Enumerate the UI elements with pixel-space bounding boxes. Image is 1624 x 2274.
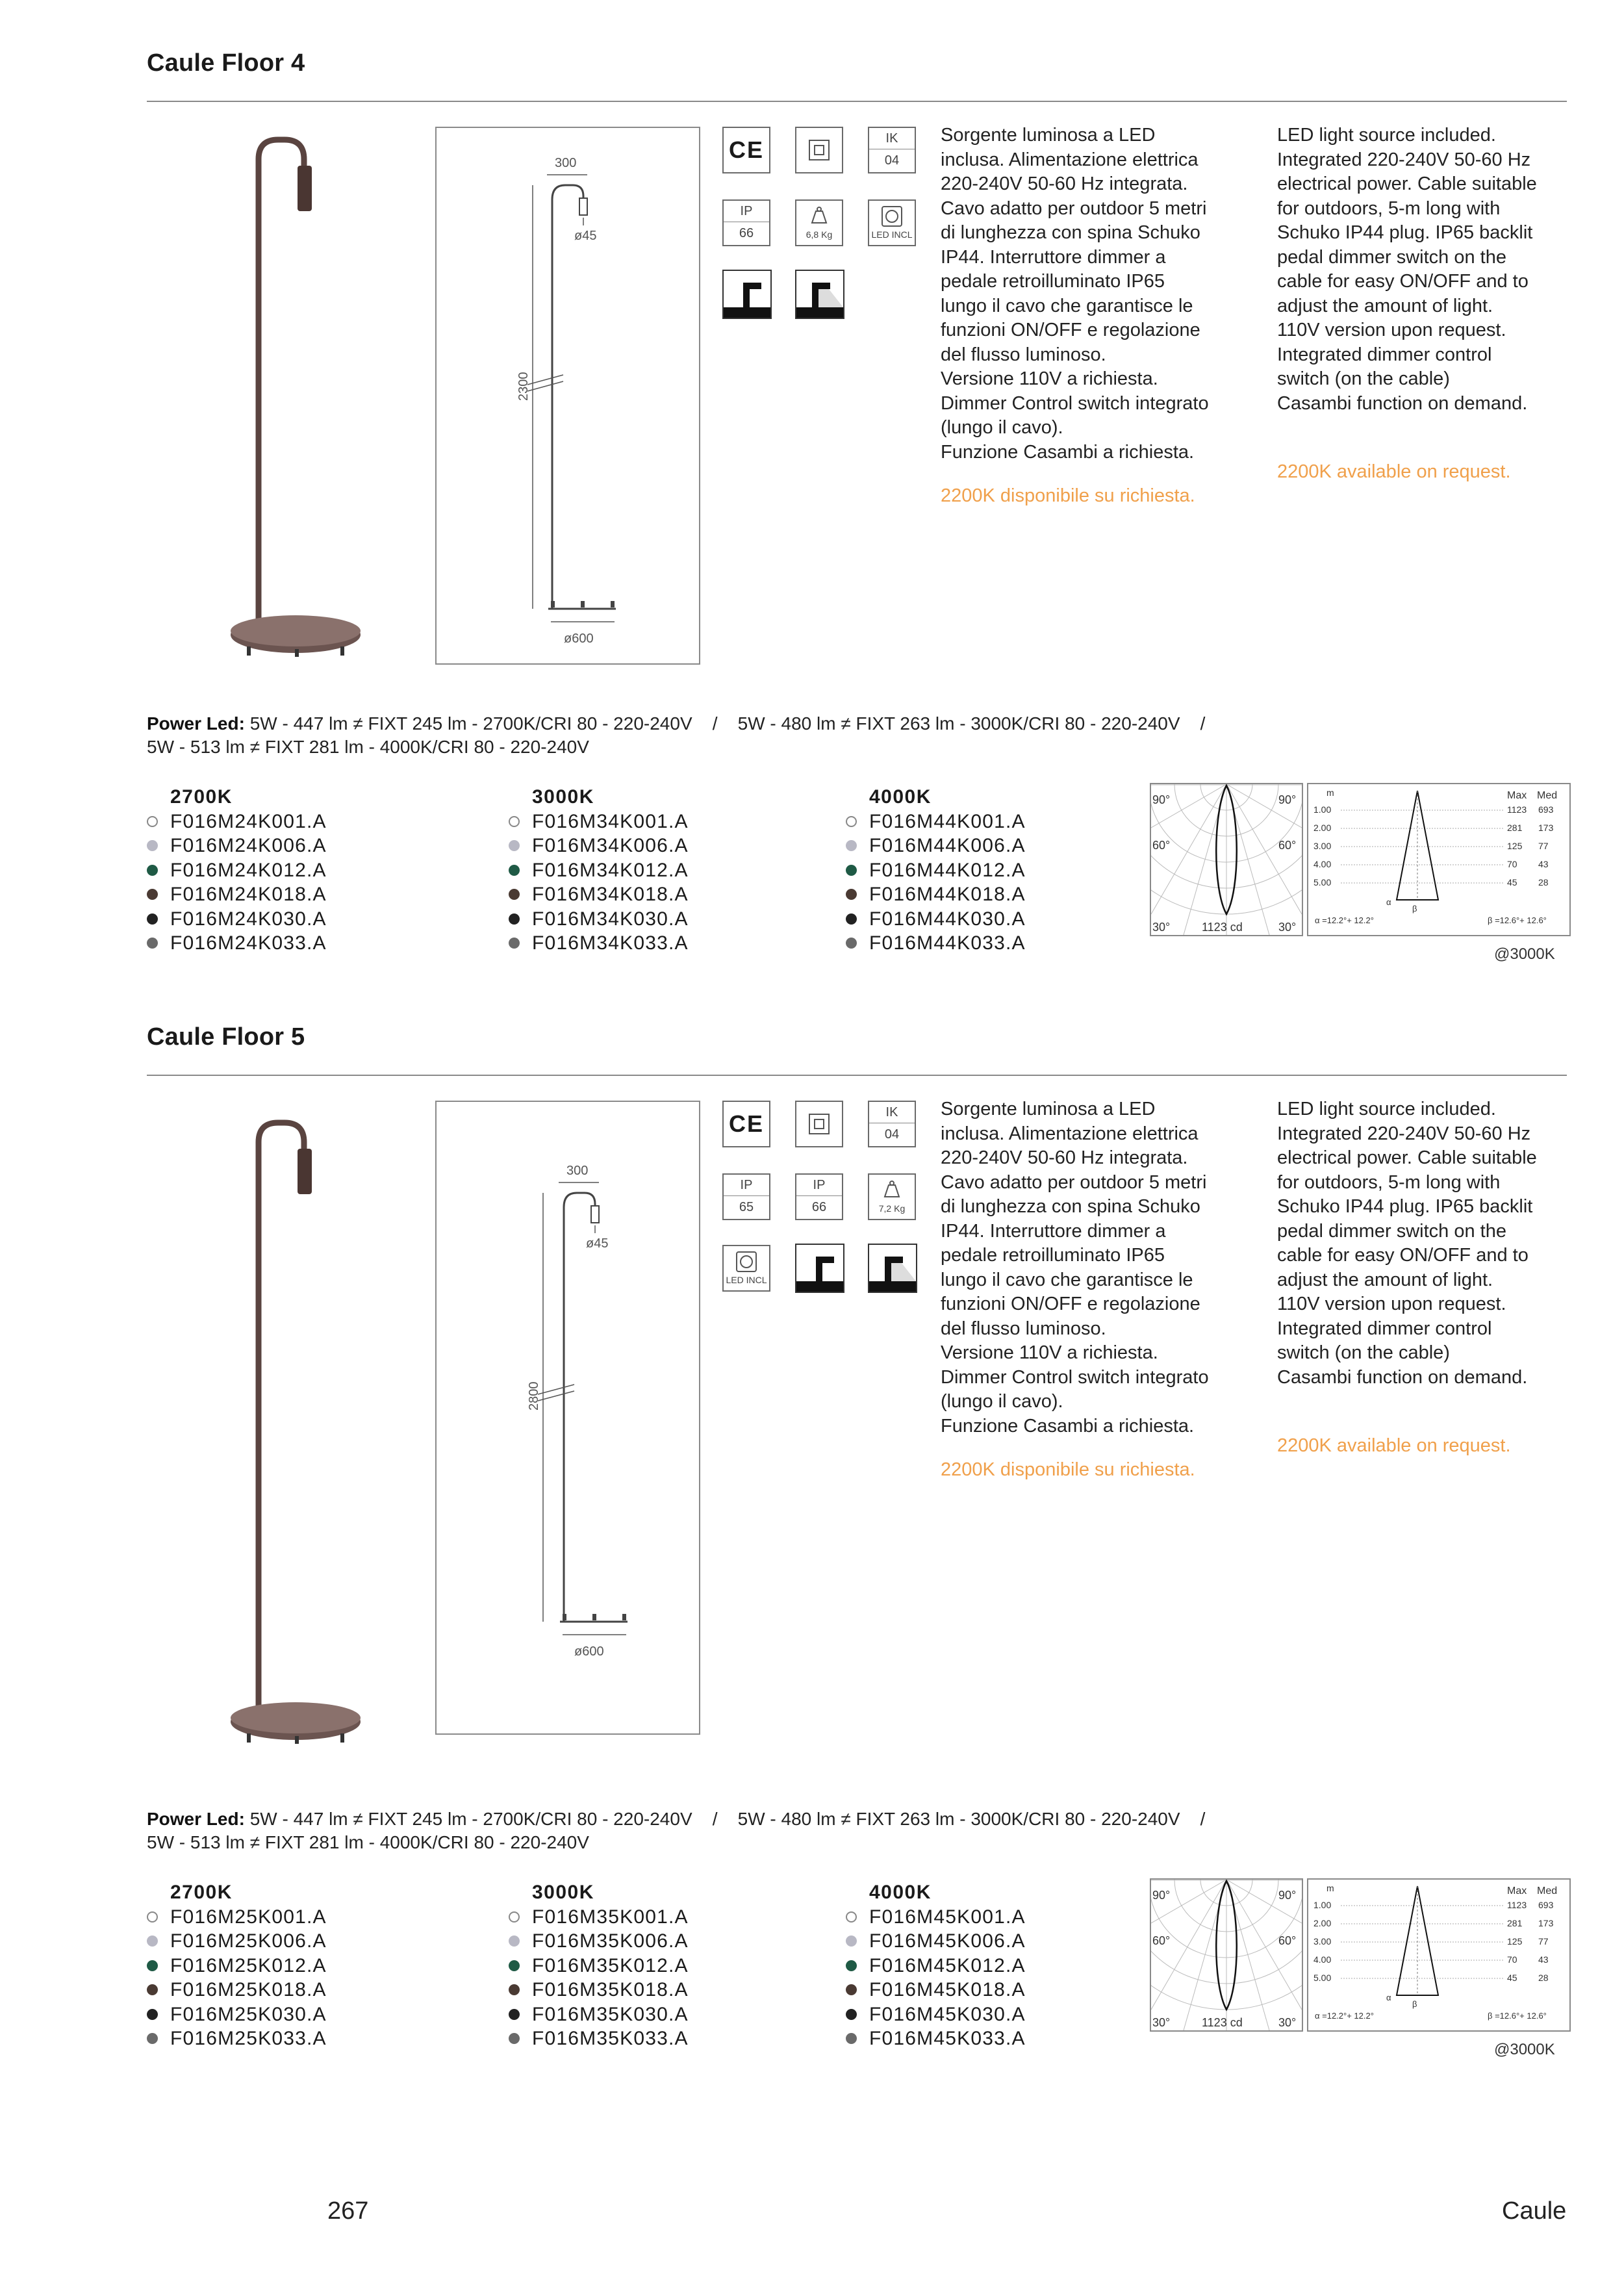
svg-text:5.00: 5.00 <box>1313 877 1332 888</box>
svg-text:Med: Med <box>1537 790 1558 801</box>
code-row: F016M35K018.A <box>509 1978 689 2002</box>
polar-light-distribution-chart <box>1151 1880 1302 2030</box>
ip-rating-icon: IP 66 <box>795 1173 843 1220</box>
svg-text:77: 77 <box>1538 1936 1549 1947</box>
label-30-left: 30° <box>1152 2016 1171 2029</box>
code-row: F016M44K030.A <box>846 907 1026 932</box>
class-ii-insulation-icon <box>795 1101 843 1147</box>
code-row: F016M44K001.A <box>846 810 1026 834</box>
svg-text:125: 125 <box>1507 1936 1523 1947</box>
label-90-right: 90° <box>1278 1889 1297 1902</box>
description-italian: Sorgente luminosa a LED inclusa. Alimentazione elettrica 220-240V 50-60 Hz integrata. Cavo adatto per outdoor 5 metri di lunghezza con spina Schuko IP44. Interruttore dimmer a pedale retroilluminato IP65 lungo il cavo che garantisce le funzioni ON/OFF e regolazione del flusso luminoso. Versione 110V a richiesta. Dimmer Control switch integrato (lungo il cavo). Funzione Casambi a richiesta. 2200K disponibile su richiesta. <box>941 123 1252 509</box>
svg-text:43: 43 <box>1538 1954 1549 1965</box>
code-row: F016M24K018.A <box>147 882 327 907</box>
svg-text:45: 45 <box>1507 1973 1517 1983</box>
height-dimension: 2800 <box>527 1381 541 1411</box>
label-60-right: 60° <box>1278 1934 1297 1947</box>
code-row: F016M25K030.A <box>147 2002 327 2027</box>
outdoor-mount-icon <box>795 270 844 319</box>
lamp-photo <box>221 133 377 666</box>
code-row: F016M45K001.A <box>846 1905 1026 1930</box>
svg-text:693: 693 <box>1538 804 1554 815</box>
code-row: F016M34K001.A <box>509 810 689 834</box>
codes-2700k <box>147 1880 327 2051</box>
description-italian: Sorgente luminosa a LED inclusa. Alimentazione elettrica 220-240V 50-60 Hz integrata. Cavo adatto per outdoor 5 metri di lunghezza con spina Schuko IP44. Interruttore dimmer a pedale retroilluminato IP65 lungo il cavo che garantisce le funzioni ON/OFF e regolazione del flusso luminoso. Versione 110V a richiesta. Dimmer Control switch integrato (lungo il cavo). Funzione Casambi a richiesta. 2200K disponibile su richiesta. <box>941 1097 1252 1483</box>
availability-note-italian: 2200K disponibile su richiesta. <box>941 1459 1195 1480</box>
technical-drawing <box>437 128 699 663</box>
cone-diagram-box <box>1307 1878 1571 2032</box>
ik-rating-icon: IK 04 <box>868 1101 916 1147</box>
technical-drawing-box <box>435 1101 700 1735</box>
ik-rating-icon: IK 04 <box>868 127 916 173</box>
svg-text:Max: Max <box>1507 1885 1527 1897</box>
svg-text:28: 28 <box>1538 1973 1549 1983</box>
power-specs: Power Led: 5W - 447 lm ≠ FIXT 245 lm - 2700K/CRI 80 - 220-240V / 5W - 480 lm ≠ FIXT 263 lm - 3000K/CRI 80 - 220-240V / 5W - 513 lm ≠ FIXT 281 lm - 4000K/CRI 80 - 220-240V <box>147 713 1206 757</box>
column-heading: 2700K <box>170 1882 233 1903</box>
code-row: F016M45K012.A <box>846 1954 1026 1978</box>
code-row: F016M45K030.A <box>846 2002 1026 2027</box>
svg-text:α: α <box>1386 1993 1391 2002</box>
polar-light-distribution-chart <box>1151 784 1302 935</box>
svg-text:77: 77 <box>1538 841 1549 851</box>
code-row: F016M24K001.A <box>147 810 327 834</box>
column-heading: 2700K <box>170 786 233 808</box>
label-30-left: 30° <box>1152 921 1171 934</box>
availability-note-english: 2200K available on request. <box>1277 1435 1511 1456</box>
section-title: Caule Floor 5 <box>147 1023 305 1051</box>
ip-rating-icon: IP 65 <box>722 1173 770 1220</box>
floor-mount-icon <box>722 270 772 319</box>
head-diameter-dimension: ø45 <box>574 229 597 243</box>
code-row: F016M24K033.A <box>147 931 327 956</box>
codes-2700k <box>147 785 327 956</box>
svg-text:70: 70 <box>1507 859 1517 869</box>
availability-note-english: 2200K available on request. <box>1277 461 1511 482</box>
column-heading: 3000K <box>532 1882 594 1903</box>
svg-text:1.00: 1.00 <box>1313 1900 1332 1910</box>
code-row: F016M35K030.A <box>509 2002 689 2027</box>
code-row: F016M35K012.A <box>509 1954 689 1978</box>
alpha-angle-label: α =12.2°+ 12.2° <box>1315 915 1374 925</box>
svg-text:43: 43 <box>1538 859 1549 869</box>
column-heading: 3000K <box>532 786 594 808</box>
illuminance-cone-chart <box>1308 1880 1569 2030</box>
code-row: F016M34K030.A <box>509 907 689 932</box>
svg-text:70: 70 <box>1507 1954 1517 1965</box>
page-number: 267 <box>327 2197 369 2225</box>
codes-3000k <box>509 1880 689 2051</box>
svg-text:5.00: 5.00 <box>1313 1973 1332 1983</box>
code-row: F016M44K012.A <box>846 858 1026 883</box>
code-row: F016M35K033.A <box>509 2026 689 2051</box>
svg-text:3.00: 3.00 <box>1313 841 1332 851</box>
column-heading: 4000K <box>869 1882 932 1903</box>
svg-text:2.00: 2.00 <box>1313 823 1332 833</box>
code-row: F016M44K033.A <box>846 931 1026 956</box>
codes-3000k <box>509 785 689 956</box>
svg-text:1123: 1123 <box>1507 1900 1527 1910</box>
svg-text:α: α <box>1386 897 1391 907</box>
beta-angle-label: β =12.6°+ 12.6° <box>1488 2011 1547 2021</box>
lamp-photo <box>221 1116 377 1753</box>
label-60-left: 60° <box>1152 839 1171 852</box>
weight-icon: 6,8 Kg <box>795 199 843 246</box>
svg-text:m: m <box>1326 1883 1334 1893</box>
code-row: F016M44K006.A <box>846 834 1026 858</box>
ce-mark-icon: CE <box>722 1101 770 1147</box>
code-row: F016M24K006.A <box>147 834 327 858</box>
svg-text:β: β <box>1412 904 1417 913</box>
polar-diagram-box <box>1150 1878 1303 2032</box>
svg-text:2.00: 2.00 <box>1313 1918 1332 1928</box>
code-row: F016M25K001.A <box>147 1905 327 1930</box>
svg-text:3.00: 3.00 <box>1313 1936 1332 1947</box>
description-english: LED light source included. Integrated 220-240V 50-60 Hz electrical power. Cable suitable for outdoors, 5-m long with Schuko IP44 plug. IP65 backlit pedal dimmer switch on the cable for easy ON/OFF and to adjust the amount of light. 110V version upon request. Integrated dimmer control switch (on the cable) Casambi function on demand. 2200K available on request. <box>1277 123 1563 484</box>
svg-text:Max: Max <box>1507 790 1527 801</box>
code-row: F016M25K018.A <box>147 1978 327 2002</box>
svg-text:693: 693 <box>1538 1900 1554 1910</box>
svg-text:173: 173 <box>1538 823 1554 833</box>
label-30-right: 30° <box>1278 2016 1297 2029</box>
code-row: F016M34K033.A <box>509 931 689 956</box>
column-heading: 4000K <box>869 786 932 808</box>
collection-name: Caule <box>1502 2197 1567 2225</box>
svg-text:4.00: 4.00 <box>1313 859 1332 869</box>
svg-text:281: 281 <box>1507 1918 1523 1928</box>
cone-diagram-box <box>1307 783 1571 936</box>
svg-text:281: 281 <box>1507 823 1523 833</box>
base-diameter-dimension: ø600 <box>574 1644 604 1659</box>
svg-text:173: 173 <box>1538 1918 1554 1928</box>
alpha-angle-label: α =12.2°+ 12.2° <box>1315 2011 1374 2021</box>
code-row: F016M24K030.A <box>147 907 327 932</box>
peak-intensity-label: 1123 cd <box>1202 2016 1243 2029</box>
polar-diagram-box <box>1150 783 1303 936</box>
base-diameter-dimension: ø600 <box>564 632 594 646</box>
floor-mount-icon <box>795 1244 844 1293</box>
ce-mark-icon: CE <box>722 127 770 173</box>
svg-text:45: 45 <box>1507 877 1517 888</box>
technical-drawing <box>437 1102 699 1733</box>
width-dimension: 300 <box>566 1164 589 1178</box>
ip-rating-icon: IP 66 <box>722 199 770 246</box>
technical-drawing-box <box>435 127 700 665</box>
reference-cct: @3000K <box>1494 2041 1555 2058</box>
outdoor-mount-icon <box>868 1244 917 1293</box>
class-ii-insulation-icon <box>795 127 843 173</box>
label-60-left: 60° <box>1152 1934 1171 1947</box>
led-included-icon: LED INCL <box>722 1245 770 1292</box>
section-divider <box>147 1075 1567 1076</box>
svg-text:1123: 1123 <box>1507 804 1527 815</box>
svg-text:1.00: 1.00 <box>1313 804 1332 815</box>
codes-4000k <box>846 1880 1026 2051</box>
label-90-left: 90° <box>1152 793 1171 806</box>
label-90-left: 90° <box>1152 1889 1171 1902</box>
code-row: F016M44K018.A <box>846 882 1026 907</box>
svg-text:4.00: 4.00 <box>1313 1954 1332 1965</box>
code-row: F016M45K018.A <box>846 1978 1026 2002</box>
code-row: F016M45K033.A <box>846 2026 1026 2051</box>
code-row: F016M24K012.A <box>147 858 327 883</box>
code-row: F016M34K006.A <box>509 834 689 858</box>
head-diameter-dimension: ø45 <box>586 1236 609 1251</box>
power-specs: Power Led: 5W - 447 lm ≠ FIXT 245 lm - 2700K/CRI 80 - 220-240V / 5W - 480 lm ≠ FIXT 263 lm - 3000K/CRI 80 - 220-240V / 5W - 513 lm ≠ FIXT 281 lm - 4000K/CRI 80 - 220-240V <box>147 1809 1206 1852</box>
svg-text:28: 28 <box>1538 877 1549 888</box>
peak-intensity-label: 1123 cd <box>1202 921 1243 934</box>
code-row: F016M25K012.A <box>147 1954 327 1978</box>
codes-4000k <box>846 785 1026 956</box>
code-row: F016M34K018.A <box>509 882 689 907</box>
width-dimension: 300 <box>555 156 577 170</box>
reference-cct: @3000K <box>1494 945 1555 963</box>
svg-text:125: 125 <box>1507 841 1523 851</box>
code-row: F016M35K001.A <box>509 1905 689 1930</box>
beta-angle-label: β =12.6°+ 12.6° <box>1488 915 1547 925</box>
weight-icon: 7,2 Kg <box>868 1173 916 1220</box>
label-30-right: 30° <box>1278 921 1297 934</box>
code-row: F016M34K012.A <box>509 858 689 883</box>
code-row: F016M25K006.A <box>147 1929 327 1954</box>
svg-text:β: β <box>1412 1999 1417 2009</box>
section-divider <box>147 101 1567 102</box>
label-90-right: 90° <box>1278 793 1297 806</box>
description-english: LED light source included. Integrated 220-240V 50-60 Hz electrical power. Cable suitable for outdoors, 5-m long with Schuko IP44 plug. IP65 backlit pedal dimmer switch on the cable for easy ON/OFF and to adjust the amount of light. 110V version upon request. Integrated dimmer control switch (on the cable) Casambi function on demand. 2200K available on request. <box>1277 1097 1563 1458</box>
availability-note-italian: 2200K disponibile su richiesta. <box>941 485 1195 506</box>
illuminance-cone-chart <box>1308 784 1569 935</box>
label-60-right: 60° <box>1278 839 1297 852</box>
section-title: Caule Floor 4 <box>147 49 305 77</box>
code-row: F016M25K033.A <box>147 2026 327 2051</box>
svg-text:m: m <box>1326 787 1334 798</box>
code-row: F016M45K006.A <box>846 1929 1026 1954</box>
svg-text:Med: Med <box>1537 1885 1558 1897</box>
code-row: F016M35K006.A <box>509 1929 689 1954</box>
led-included-icon: LED INCL <box>868 199 916 246</box>
height-dimension: 2300 <box>516 372 531 401</box>
